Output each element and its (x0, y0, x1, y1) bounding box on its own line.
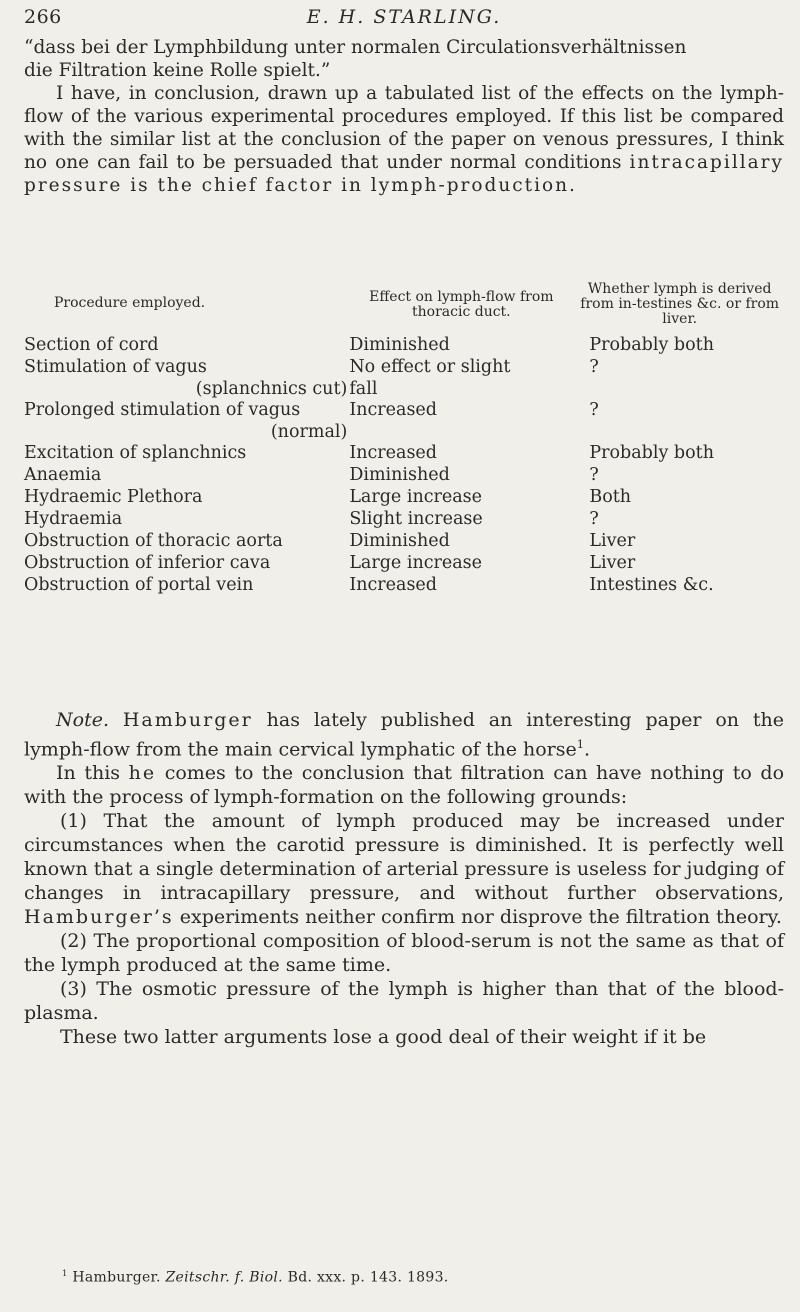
effect-cell (347, 487, 575, 509)
procedure-cell (24, 509, 347, 531)
effect-cell (347, 465, 575, 487)
author-name: Hamburger (122, 709, 253, 731)
conclusion-emphasis: intracapillary pressure is the chief factor in lymph-production. (24, 152, 784, 196)
german-quote (24, 36, 784, 82)
footnote (62, 1268, 782, 1286)
procedure-cell (24, 553, 347, 575)
effect-text: Diminished (349, 335, 450, 355)
effect-cell (347, 575, 575, 597)
procedure-text: Excitation of splanchnics (24, 443, 247, 463)
table-row (24, 400, 784, 443)
effect-continuation: fall (349, 378, 378, 399)
table-row (24, 357, 784, 400)
table-row (24, 575, 784, 597)
german-quote-line-2: die Filtration keine Rolle spielt.” (24, 60, 331, 81)
table-row (24, 531, 784, 553)
table-row (24, 465, 784, 487)
effect-cell (347, 443, 575, 465)
procedure-text: Section of cord (24, 335, 159, 355)
source-cell: ? (589, 400, 599, 420)
note-p3-end: experiments neither confirm nor disprove the filtration theory. (179, 906, 782, 929)
conclusion-text: I have, in conclusion, drawn up a tabulated list of the effects on the lymph-flow of the various experimental procedures employed. If this list be compared with the similar list at the conclusion of the paper on venous pressures, I think no one can fail to be persuaded that under normal conditions (24, 83, 784, 173)
source-cell: Liver (589, 531, 636, 551)
note-label: Note. (56, 709, 109, 731)
page-number: 266 (24, 6, 62, 28)
procedure-continuation: (normal) (270, 421, 348, 442)
note-p2-text: comes to the conclusion that filtration can have nothing to do with the process of lymph-formation on the following grounds: (24, 762, 785, 809)
note-p3-text: (1) That the amount of lymph produced may be increased under circumstances when the carotid pressure is diminished. It is perfectly well known that a single determination of arterial pressure is useless for judging of changes in intracapillary pressure, and without further observations, (24, 810, 784, 905)
effect-text: Large increase (349, 487, 483, 507)
procedure-text: Anaemia (24, 465, 102, 485)
source-cell: Probably both (589, 443, 714, 463)
footnote-journal: Zeitschr. f. Biol. (165, 1269, 283, 1286)
source-cell: ? (589, 357, 599, 377)
source-cell: Intestines &c. (589, 575, 714, 595)
source-cell: Both (589, 487, 632, 507)
effect-text: Large increase (349, 553, 483, 573)
note-p1-end: . (584, 738, 591, 761)
table-row (24, 443, 784, 465)
procedure-cell (24, 335, 347, 357)
procedure-text: Stimulation of vagus (24, 357, 207, 377)
procedure-cell (24, 487, 347, 509)
note-paragraph-1 (24, 708, 784, 761)
header-effect: Effect on lymph-flow from thoracic duct. (369, 289, 554, 320)
procedure-cell (24, 400, 347, 443)
footnote-reference: 1 (576, 737, 585, 751)
note-paragraph-4: (2) The proportional composition of blood-serum is not the same as that of the lymph produced at the same time. (24, 930, 784, 977)
footnote-marker: 1 (62, 1268, 68, 1278)
table-body (24, 335, 784, 597)
procedure-cell (24, 443, 347, 465)
header-whether: Whether lymph is derived from in-testines &c. or from liver. (580, 281, 780, 327)
source-cell: Probably both (589, 335, 714, 355)
conclusion-paragraph (24, 82, 784, 197)
table-header-row (24, 276, 784, 335)
effect-text: No effect or slight (349, 357, 511, 377)
procedure-text: Obstruction of thoracic aorta (24, 531, 283, 551)
note-paragraph-5: (3) The osmotic pressure of the lymph is higher than that of the blood-plasma. (24, 978, 784, 1025)
effect-text: Increased (349, 443, 437, 463)
procedure-text: Hydraemic Plethora (24, 487, 203, 507)
table-row (24, 509, 784, 531)
effect-text: Increased (349, 400, 437, 420)
procedure-cell (24, 357, 347, 400)
effect-cell (347, 400, 575, 443)
note-p2-start: In this (56, 762, 121, 785)
procedure-continuation: (splanchnics cut) (195, 378, 348, 399)
effect-text: Diminished (349, 465, 450, 485)
source-cell: ? (589, 509, 599, 529)
procedure-text: Hydraemia (24, 509, 123, 529)
table-row (24, 487, 784, 509)
effect-cell (347, 509, 575, 531)
procedure-text: Obstruction of portal vein (24, 575, 254, 595)
note-p3-name: Hamburger’s (24, 906, 174, 929)
note-p2-he: he (128, 762, 157, 785)
note-section (24, 708, 784, 1049)
effect-text: Diminished (349, 531, 450, 551)
source-cell: Liver (589, 553, 636, 573)
source-cell: ? (589, 465, 599, 485)
results-table (24, 276, 784, 597)
note-p1-text: has lately published an interesting paper on the lymph-flow from the main cervical lymphatic of the horse (24, 709, 784, 761)
running-head: E. H. STARLING. (306, 6, 502, 28)
intro-text (24, 36, 784, 197)
procedure-cell (24, 575, 347, 597)
procedure-cell (24, 465, 347, 487)
procedure-cell (24, 531, 347, 553)
procedure-text: Obstruction of inferior cava (24, 553, 271, 573)
effect-text: Increased (349, 575, 437, 595)
page-header (24, 6, 784, 36)
footnote-rest: Bd. xxx. p. 143. 1893. (287, 1269, 449, 1286)
note-paragraph-6: These two latter arguments lose a good deal of their weight if it be (60, 1026, 707, 1049)
effect-cell (347, 553, 575, 575)
note-paragraph-2 (24, 761, 784, 809)
effect-cell (347, 531, 575, 553)
effect-cell (347, 335, 575, 357)
footnote-author: Hamburger. (72, 1269, 161, 1286)
effect-text: Slight increase (349, 509, 483, 529)
german-quote-line-1: “dass bei der Lymphbildung unter normalen Circulationsverhältnissen (24, 37, 687, 58)
procedure-text: Prolonged stimulation of vagus (24, 400, 301, 420)
note-paragraph-3 (24, 809, 784, 929)
table-row (24, 335, 784, 357)
header-procedure: Procedure employed. (54, 295, 206, 311)
effect-cell (347, 357, 575, 400)
table-row (24, 553, 784, 575)
